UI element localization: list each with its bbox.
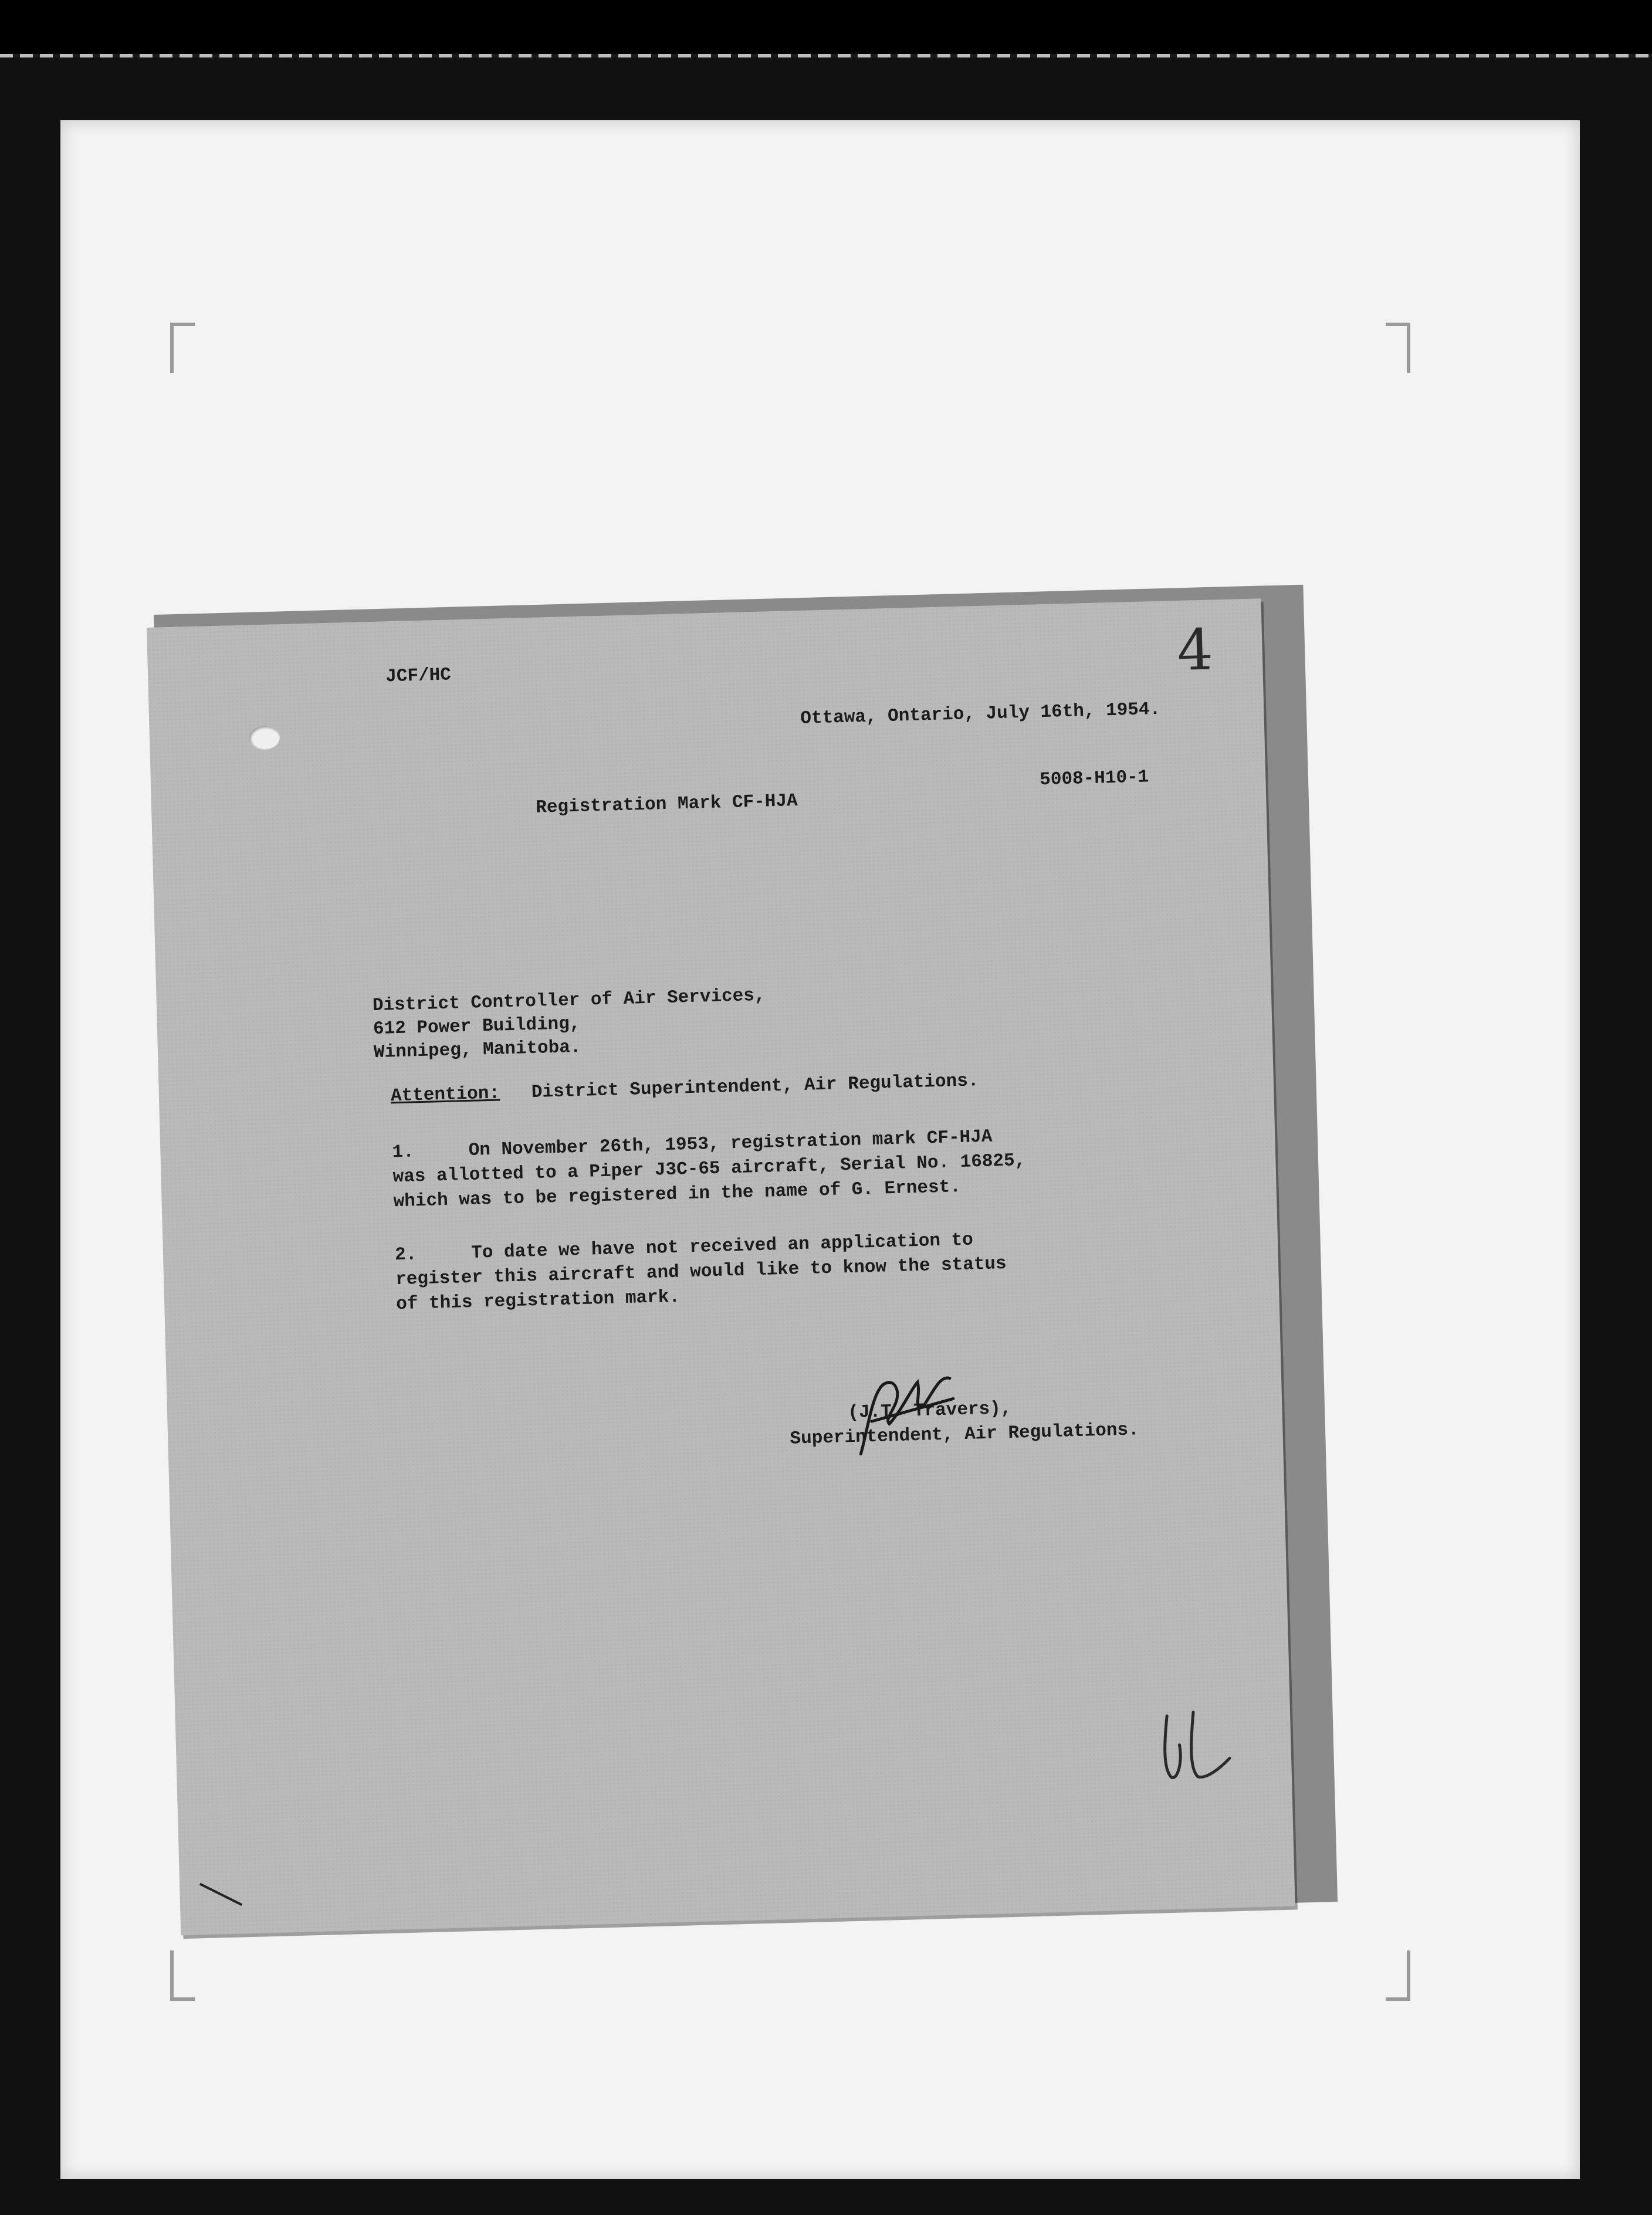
attention-label: Attention: [390,1083,500,1107]
paragraph-2: 2. To date we have not received an application to register this aircraft and would like to know the status of this registration mark. [394,1230,1007,1315]
crop-mark-top-left [170,323,195,373]
address-line: 612 Power Building, [373,1013,581,1040]
punch-hole [249,726,280,750]
attention-value: District Superintendent, Air Regulations. [531,1071,979,1103]
signatory-name: (J.T. Travers), [847,1398,1012,1424]
address-line: Winnipeg, Manitoba. [373,1037,581,1064]
crop-mark-top-right [1386,323,1410,373]
handwritten-initials [1149,1702,1240,1787]
paragraph-1: 1. On November 26th, 1953, registration mark CF-HJA was allotted to a Piper J3C-65 aircraft, Serial No. 16825, which was to be registered in the name of G. Ernest. [392,1126,1026,1213]
sheet-edge-mark [199,1883,242,1906]
crop-mark-bottom-right [1386,1950,1410,2001]
reference-initials: JCF/HC [385,665,452,687]
date-line: Ottawa, Ontario, July 16th, 1954. [800,699,1161,729]
signatory-title: Superintendent, Air Regulations. [790,1420,1140,1449]
film-sprocket-edge [0,54,1652,57]
film-top-border [0,0,1652,56]
typed-letter [147,598,1295,1935]
subject-line: Registration Mark CF-HJA [535,791,798,818]
handwritten-page-number: 4 [1176,617,1214,684]
file-number: 5008-H10-1 [1039,767,1149,791]
address-line: District Controller of Air Services, [372,985,766,1017]
crop-mark-bottom-left [170,1950,195,2001]
